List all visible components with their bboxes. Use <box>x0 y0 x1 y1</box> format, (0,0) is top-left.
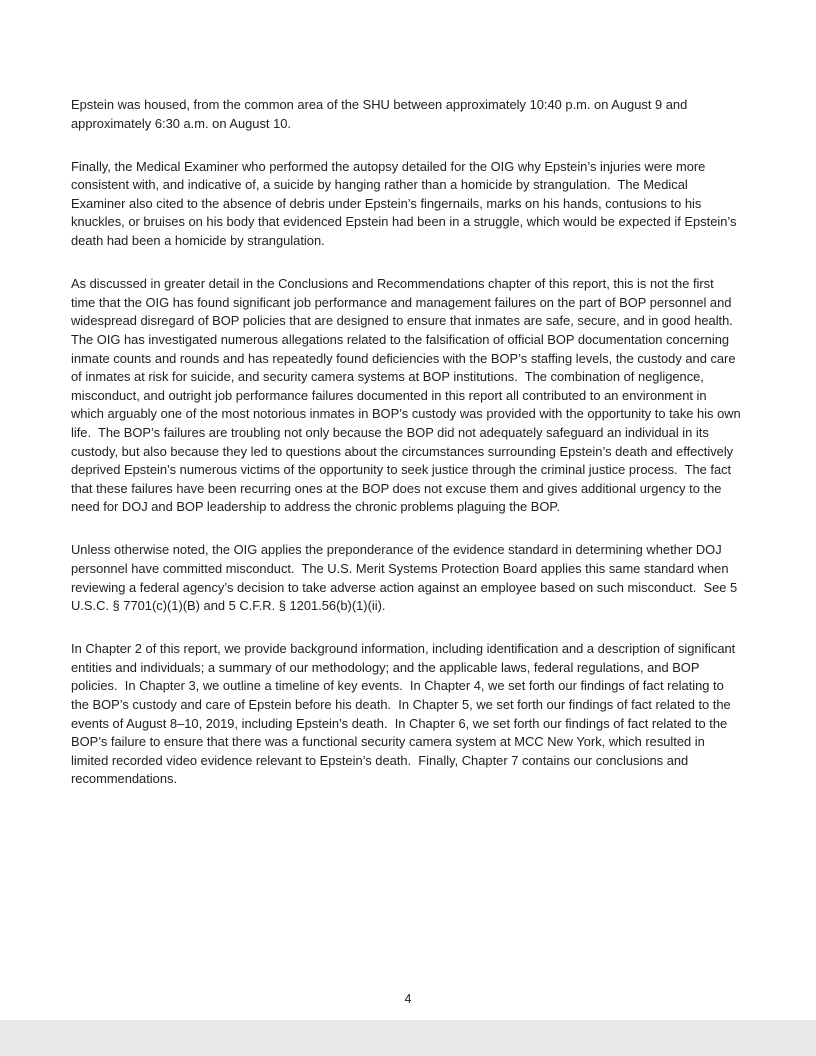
page-number: 4 <box>404 992 412 1006</box>
paragraph-report-structure: In Chapter 2 of this report, we provide background information, including identification and a description of significant entities and individuals; a summary of our methodology; and the applicable laws, federal regulations, and BOP policies. In Chapter 3, we outline a timeline of key events. In Chapter 4, we set forth our findings of fact relating to the BOP’s custody and care of Epstein before his death. In Chapter 5, we set forth our findings of fact related to the events of August 8–10, 2019, including Epstein’s death. In Chapter 6, we set forth our findings of fact related to the BOP’s failure to ensure that there was a functional security camera system at MCC New York, which resulted in limited recorded video evidence relevant to Epstein’s death. Finally, Chapter 7 contains our conclusions and recommendations. <box>71 641 739 787</box>
paragraph-medical-examiner: Finally, the Medical Examiner who performed the autopsy detailed for the OIG why Epstein’s injuries were more consistent with, and indicative of, a suicide by hanging rather than a homicide by strangulation. The Medical Examiner also cited to the absence of debris under Epstein’s fingernails, marks on his hands, contusions to his knuckles, or bruises on his body that evidenced Epstein had been in a struggle, which would be expected if Epstein’s death had been a homicide by strangulation. <box>71 158 741 249</box>
paragraph-evidence-standard: Unless otherwise noted, the OIG applies the preponderance of the evidence standard in determining whether DOJ personnel have committed misconduct. The U.S. Merit Systems Protection Board applies this same standard when reviewing a federal agency’s decision to take adverse action against an employee based on such misconduct. See 5 U.S.C. § 7701(c)(1)(B) and 5 C.F.R. § 1201.56(b)(1)(ii). <box>71 542 741 614</box>
page-body-text <box>71 96 745 789</box>
page-bottom-gutter <box>0 1020 816 1056</box>
paragraph-housing-times: Epstein was housed, from the common area of the SHU between approximately 10:40 p.m. on August 9 and approximately 6:30 a.m. on August 10. <box>71 97 691 131</box>
paragraph-oig-findings: As discussed in greater detail in the Conclusions and Recommendations chapter of this report, this is not the first time that the OIG has found significant job performance and management failures on the part of BOP personnel and widespread disregard of BOP policies that are designed to ensure that inmates are safe, secure, and in good health. The OIG has investigated numerous allegations related to the falsification of official BOP documentation concerning inmate counts and rounds and has repeatedly found deficiencies with the BOP’s staffing levels, the custody and care of inmates at risk for suicide, and security camera systems at BOP institutions. The combination of negligence, misconduct, and outright job performance failures documented in this report all contributed to an environment in which arguably one of the most notorious inmates in BOP’s custody was provided with the opportunity to take his own life. The BOP’s failures are troubling not only because the BOP did not adequately safeguard an individual in its custody, but also because they led to questions about the circumstances surrounding Epstein’s death and effectively deprived Epstein’s numerous victims of the opportunity to seek justice through the criminal justice process. The fact that these failures have been recurring ones at the BOP does not excuse them and gives additional urgency to the need for DOJ and BOP leadership to address the chronic problems plaguing the BOP. <box>71 276 745 515</box>
